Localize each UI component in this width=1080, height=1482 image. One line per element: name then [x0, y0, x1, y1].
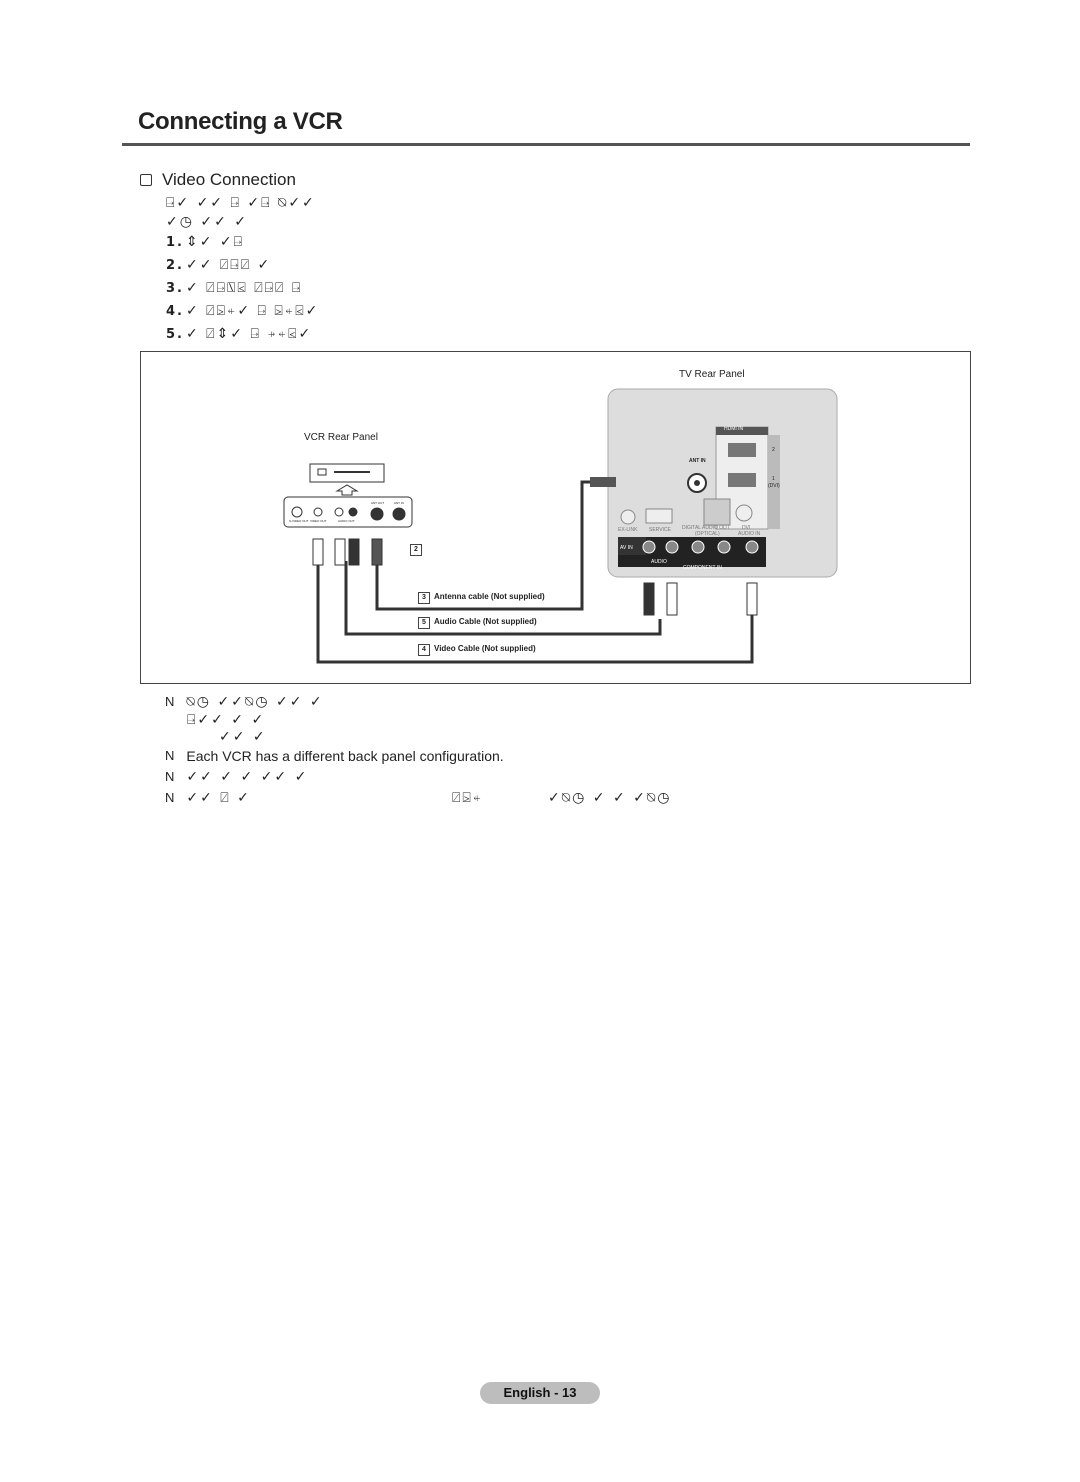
ex-link-label: EX-LINK — [618, 527, 638, 533]
intro-line-2: ✓◷ ✓✓ ✓ — [166, 214, 249, 230]
av-in-label: AV IN — [620, 545, 633, 551]
audio-out-l-port — [335, 508, 343, 516]
section-heading — [140, 170, 296, 190]
tv-audio-plug-r — [667, 583, 677, 615]
ant-out-label: ANT OUT — [371, 501, 385, 505]
dvi-audio-label: DVI — [742, 525, 751, 531]
note-4-part-3: ✓⍉◷ ✓ ✓ ✓⍉◷ — [548, 790, 672, 806]
component-pb-port — [718, 541, 730, 553]
dvi-tag-label: (DVI) — [768, 483, 780, 489]
dvi-audio-port-icon — [736, 505, 752, 521]
arrow-up-icon — [337, 485, 357, 495]
list-item: 1. ⇕✓ ✓⍈ — [166, 234, 245, 250]
connection-diagram-svg — [140, 351, 970, 683]
note-3: N ✓✓ ✓ ✓ ✓✓ ✓ — [165, 769, 309, 785]
hdmi-2-port-icon — [728, 443, 756, 457]
video-out-label: VIDEO OUT — [310, 519, 327, 523]
vcr-rear-panel-label: VCR Rear Panel — [304, 432, 378, 443]
audio-out-label: AUDIO OUT — [338, 519, 355, 523]
hdmi-1-port-icon — [728, 473, 756, 487]
optical-label: (OPTICAL) — [695, 531, 720, 537]
tv-rear-panel-label: TV Rear Panel — [679, 369, 745, 380]
hdmi-2-label: 2 — [772, 447, 775, 453]
vcr-ant-in-label: ANT IN — [394, 501, 404, 505]
list-item: 4. ✓ ⍁⍄⍅✓ ⍈ ⍄⍅⍃✓ — [166, 303, 320, 319]
note-1: N ⍉◷ ✓✓⍉◷ ✓✓ ✓ — [165, 694, 324, 710]
audio-plug-r — [349, 539, 359, 565]
note-1-line-3: ✓✓ ✓ — [219, 729, 267, 745]
audio-label: AUDIO — [651, 559, 667, 565]
audio-out-r-port — [349, 508, 357, 516]
note-4: N ✓✓ ⍁ ✓ — [165, 790, 251, 806]
page-number-badge: English - 13 — [480, 1382, 600, 1404]
list-item: 2. ✓✓ ⍁⍈⍁ ✓ — [166, 257, 272, 273]
service-port-icon — [646, 509, 672, 523]
ant-in-label: ANT IN — [689, 458, 706, 464]
av-audio-r-port — [666, 541, 678, 553]
av-audio-l-port — [643, 541, 655, 553]
intro-line-1: ⍈✓ ✓✓ ⍈ ✓⍈ ⍉✓✓ — [166, 195, 316, 211]
audio-in-label: AUDIO IN — [738, 531, 761, 537]
s-video-out-label: S-VIDEO OUT — [289, 519, 309, 523]
list-item: 3. ✓ ⍁⍈⍂⍃ ⍁⍈⍁ ⍈ — [166, 280, 303, 296]
optical-port-icon — [704, 499, 730, 525]
service-label: SERVICE — [649, 527, 671, 533]
list-item: 5. ✓ ⍁⇕✓ ⍈ ⍆⍅⍃✓ — [166, 326, 313, 342]
note-2: N Each VCR has a different back panel configuration. — [165, 748, 504, 764]
checkbox-icon — [140, 174, 152, 186]
antenna-plug — [372, 539, 382, 565]
callout-4: 4 Video Cable (Not supplied) — [418, 644, 536, 656]
component-pr-port — [692, 541, 704, 553]
ant-out-port — [371, 508, 383, 520]
digital-audio-out-label: DIGITAL AUDIO OUT — [682, 525, 730, 531]
hdmi-1-label: 1 — [772, 476, 775, 482]
antenna-connector — [590, 477, 616, 487]
ex-link-port-icon — [621, 510, 635, 524]
section-title: Video Connection — [162, 170, 296, 189]
callout-2: 2 — [410, 544, 426, 556]
note-4-part-2: ⍁⍄⍅ — [452, 790, 484, 806]
s-video-out-port — [292, 507, 302, 517]
component-in-label: COMPONENT IN — [683, 565, 722, 571]
tv-video-plug — [747, 583, 757, 615]
video-in-port — [746, 541, 758, 553]
video-out-port — [314, 508, 322, 516]
vcr-ant-in-port — [393, 508, 405, 520]
video-plug — [313, 539, 323, 565]
callout-5: 5 Audio Cable (Not supplied) — [418, 617, 537, 629]
title-rule — [122, 143, 970, 146]
note-1-line-2: ⍈✓✓ ✓ ✓ — [187, 712, 266, 728]
hdmi-in-label: HDMI IN — [724, 426, 744, 432]
audio-plug-l — [335, 539, 345, 565]
page-title: Connecting a VCR — [138, 108, 343, 135]
tv-audio-plug-l — [644, 583, 654, 615]
callout-3: 3 Antenna cable (Not supplied) — [418, 592, 545, 604]
step-list — [166, 234, 319, 349]
